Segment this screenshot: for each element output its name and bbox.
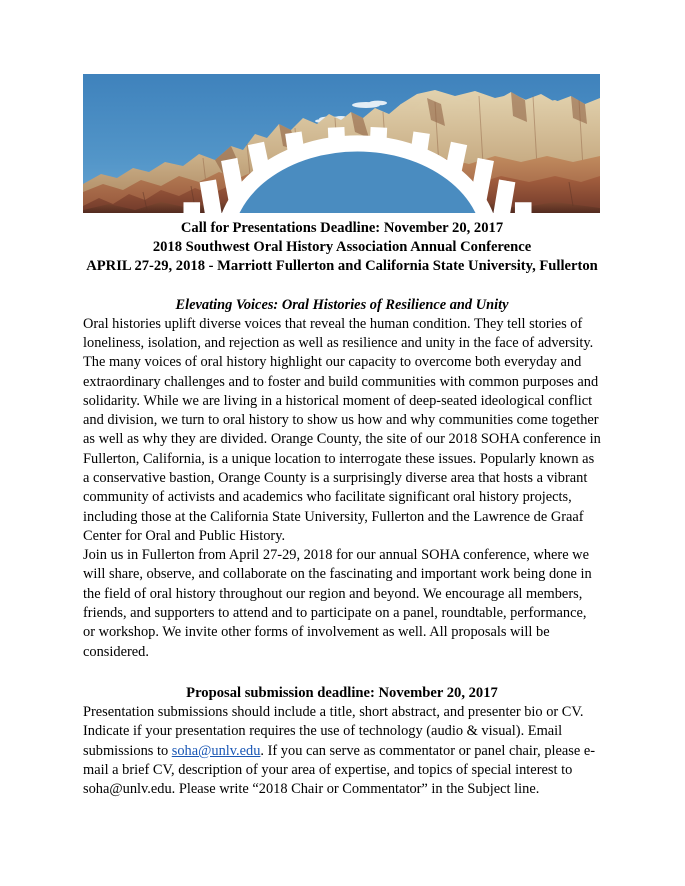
header-line-dates-venue: APRIL 27-29, 2018 - Marriott Fullerton and California State University, Fullerton — [86, 258, 598, 275]
body-paragraph-2: Join us in Fullerton from April 27-29, 2018 for our annual SOHA conference, where we will share, observe, and collaborate on the fascinating and important work being done in the field of oral history throughout our region and beyond. We encourage all members, friends, and supporters to attend and to participate on a panel, roundtable, performance, or workshop. We invite other forms of involvement as well. All proposals will be considered. — [83, 547, 592, 660]
submission-email-link[interactable]: soha@unlv.edu — [171, 742, 261, 759]
paragraph-3-text-after-link: . If you can serve as commentator or panel chair, please e-mail a brief CV, description of your area of expertise, and topics of special interest to soha@unlv.edu. Please write “2018 Chair or Commentator” in the Subject line. — [83, 742, 596, 798]
header-line-conference: 2018 Southwest Oral History Association Annual Conference — [152, 239, 532, 256]
body-paragraph-1: Oral histories uplift diverse voices that reveal the human condition. They tell stories of loneliness, isolation, and rejection as well as resilience and unity in the face of adversity. The many voices of oral history highlight our capacity to overcome both everyday and extraordinary challenges and to foster and build communities with common purposes and solidarity. While we are living in a historical moment of deep-seated ideological conflict and division, we turn to oral history to show us how and why communities come together as well as why they are divided. Orange County, the site of our 2018 SOHA conference in Fullerton, California, is a unique location to interrogate these issues. Popularly known as a conservative bastion, Orange County is a surprisingly diverse area that hosts a vibrant community of activists and academics who facilitate significant oral history projects, including those at the California State University, Fullerton and the Lawrence de Graaf Center for Oral and Public History. — [83, 315, 601, 544]
header-banner-image — [83, 74, 600, 213]
proposal-deadline-heading: Proposal submission deadline: November 20, 2017 — [186, 684, 498, 701]
paragraph-3-text-before-link: Presentation submissions should include a title, short abstract, and presenter bio or CV. Indicate if your presentation requires the use of technology (audio & visual). Email submissions to — [83, 704, 584, 759]
conference-theme-subtitle: Elevating Voices: Oral Histories of Resilience and Unity — [175, 296, 509, 313]
soha-logo — [97, 106, 272, 213]
header-line-deadline: Call for Presentations Deadline: November 20, 2017 — [180, 220, 504, 236]
conference-header — [83, 219, 601, 277]
document-content — [83, 219, 601, 800]
sunburst-icon — [99, 106, 600, 213]
body-paragraph-3 — [83, 703, 601, 799]
